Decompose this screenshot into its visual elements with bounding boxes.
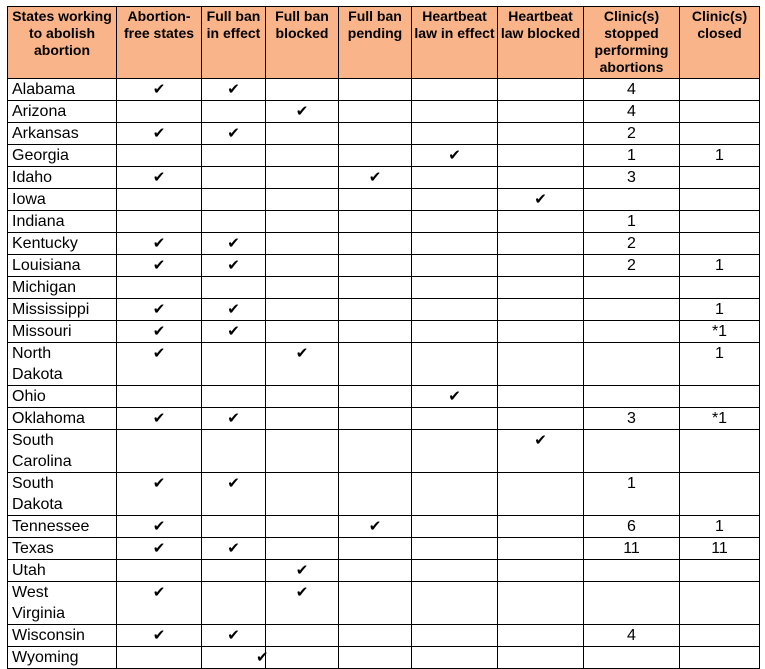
table-row [8,167,760,189]
table-row [8,647,760,669]
table-row [8,386,760,408]
state-name-cell: Michigan [8,277,117,299]
full-ban-blocked-cell [266,167,339,189]
full-ban-blocked-cell [266,538,339,560]
full-ban-in-effect-cell [202,473,266,516]
full-ban-in-effect-cell [202,211,266,233]
state-name-cell: Kentucky [8,233,117,255]
full-ban-blocked-cell [266,101,339,123]
heartbeat-blocked-cell [498,386,584,408]
full-ban-blocked-cell [266,582,339,625]
header-heartbeat-in-effect: Heartbeat law in effect [412,7,498,79]
table-row [8,625,760,647]
clinics-stopped-cell [584,560,680,582]
abortion-free-cell [117,343,202,386]
full-ban-blocked-cell [266,430,339,473]
full-ban-pending-cell [339,233,412,255]
abortion-free-cell [117,538,202,560]
checkmark-icon: ✔ [152,256,166,274]
full-ban-pending-cell [339,189,412,211]
abortion-free-cell [117,277,202,299]
state-name-line: Virginia [12,605,66,622]
table-row [8,255,760,277]
checkmark-icon: ✔ [152,583,166,601]
clinics-closed-cell: *1 [680,408,760,430]
checkmark-icon: ✔ [227,124,240,142]
header-full-ban-blocked: Full ban blocked [266,7,339,79]
heartbeat-blocked-cell [498,101,584,123]
state-name-cell: Utah [8,560,117,582]
full-ban-pending-cell [339,647,412,669]
header-full-ban-in-effect: Full ban in effect [202,7,266,79]
full-ban-in-effect-cell [202,582,266,625]
checkmark-icon: ✔ [227,256,240,274]
clinics-stopped-cell: 1 [584,211,680,233]
full-ban-pending-cell [339,625,412,647]
state-name-line: Dakota [12,366,63,383]
abortion-free-cell [117,647,202,669]
checkmark-icon: ✔ [295,583,309,601]
full-ban-pending-cell [339,343,412,386]
clinics-closed-cell: *1 [680,321,760,343]
clinics-closed-cell [680,560,760,582]
heartbeat-blocked-cell [498,255,584,277]
clinics-closed-cell: 1 [680,145,760,167]
full-ban-blocked-cell [266,233,339,255]
clinics-closed-cell: 1 [680,516,760,538]
clinics-stopped-cell: 3 [584,408,680,430]
abortion-free-cell [117,516,202,538]
table-row [8,145,760,167]
checkmark-icon: ✔ [227,474,240,492]
abortion-free-cell [117,473,202,516]
clinics-closed-cell [680,189,760,211]
clinics-closed-cell [680,101,760,123]
heartbeat-in-effect-cell [412,167,498,189]
full-ban-pending-cell [339,277,412,299]
checkmark-icon: ✔ [152,409,166,427]
full-ban-in-effect-cell [202,408,266,430]
table-row [8,189,760,211]
checkmark-icon: ✔ [152,474,166,492]
heartbeat-blocked-cell [498,560,584,582]
state-name-cell [8,430,117,473]
full-ban-blocked-cell [266,473,339,516]
heartbeat-in-effect-cell [412,386,498,408]
table-row [8,299,760,321]
table-row [8,79,760,101]
full-ban-blocked-cell [256,647,339,669]
heartbeat-in-effect-cell [412,538,498,560]
checkmark-icon: ✔ [152,124,166,142]
state-name-cell: Alabama [8,79,117,101]
state-name-cell: Iowa [8,189,117,211]
state-name-cell: Oklahoma [8,408,117,430]
full-ban-pending-cell [339,408,412,430]
table-header [8,7,760,79]
full-ban-pending-cell [339,167,412,189]
header-row [8,7,760,79]
full-ban-in-effect-cell [202,145,266,167]
full-ban-pending-cell [339,79,412,101]
checkmark-icon: ✔ [152,300,166,318]
full-ban-blocked-cell [266,299,339,321]
checkmark-icon: ✔ [227,300,240,318]
heartbeat-blocked-cell [498,538,584,560]
clinics-closed-cell: 11 [680,538,760,560]
table-row [8,516,760,538]
clinics-stopped-cell: 11 [584,538,680,560]
checkmark-icon: ✔ [295,344,309,362]
checkmark-icon: ✔ [227,409,240,427]
full-ban-pending-cell [339,145,412,167]
heartbeat-blocked-cell [498,647,584,669]
checkmark-icon: ✔ [152,539,166,557]
clinics-closed-cell [680,582,760,625]
heartbeat-in-effect-cell [412,321,498,343]
heartbeat-blocked-cell [498,299,584,321]
state-name-cell [8,343,117,386]
full-ban-blocked-cell [266,145,339,167]
table-row [8,101,760,123]
full-ban-blocked-cell [266,386,339,408]
heartbeat-in-effect-cell [412,516,498,538]
table-row [8,582,760,625]
full-ban-in-effect-cell [202,386,266,408]
state-name-cell [8,582,117,625]
clinics-closed-cell [680,386,760,408]
clinics-stopped-cell: 1 [584,145,680,167]
full-ban-blocked-cell [266,277,339,299]
full-ban-in-effect-cell [202,538,266,560]
clinics-stopped-cell: 4 [584,101,680,123]
header-abortion-free: Abortion-free states [117,7,202,79]
full-ban-pending-cell [339,101,412,123]
checkmark-icon: ✔ [227,322,240,340]
table-row [8,430,760,473]
abortion-free-cell [117,189,202,211]
checkmark-icon: ✔ [152,168,166,186]
clinics-stopped-cell [584,277,680,299]
heartbeat-in-effect-cell [412,343,498,386]
heartbeat-blocked-cell [498,145,584,167]
abortion-free-cell [117,430,202,473]
full-ban-in-effect-cell [202,299,266,321]
full-ban-blocked-cell [266,408,339,430]
checkmark-icon: ✔ [152,322,166,340]
state-name-line: Carolina [12,453,72,470]
clinics-stopped-cell: 2 [584,233,680,255]
full-ban-in-effect-cell [202,123,266,145]
state-name-cell: Wisconsin [8,625,117,647]
checkmark-icon: ✔ [227,539,240,557]
clinics-stopped-cell [584,582,680,625]
full-ban-pending-cell [339,299,412,321]
checkmark-icon: ✔ [227,234,240,252]
heartbeat-blocked-cell [498,79,584,101]
full-ban-in-effect-cell [202,516,266,538]
checkmark-icon: ✔ [152,517,166,535]
heartbeat-in-effect-cell [412,189,498,211]
full-ban-pending-cell [339,430,412,473]
heartbeat-in-effect-cell [412,299,498,321]
full-ban-blocked-cell [266,79,339,101]
state-name-line: South [12,475,54,492]
header-clinics-closed: Clinic(s) closed [680,7,760,79]
heartbeat-in-effect-cell [412,408,498,430]
heartbeat-in-effect-cell [412,647,498,669]
checkmark-icon: ✔ [295,561,309,579]
table-row [8,538,760,560]
heartbeat-in-effect-cell [412,277,498,299]
clinics-stopped-cell [584,299,680,321]
full-ban-in-effect-cell [202,625,266,647]
abortion-free-cell [117,123,202,145]
clinics-closed-cell [680,233,760,255]
full-ban-in-effect-cell [202,255,266,277]
clinics-stopped-cell: 2 [584,255,680,277]
clinics-stopped-cell [584,321,680,343]
heartbeat-in-effect-cell [412,145,498,167]
checkmark-icon: ✔ [368,517,382,535]
state-name-cell: Missouri [8,321,117,343]
heartbeat-in-effect-cell [412,430,498,473]
header-clinics-stopped: Clinic(s) stopped performing abortions [584,7,680,79]
heartbeat-in-effect-cell [412,473,498,516]
full-ban-in-effect-cell [202,560,266,582]
table-row [8,233,760,255]
state-name-cell: Idaho [8,167,117,189]
state-name-cell: Arizona [8,101,117,123]
heartbeat-blocked-cell [498,277,584,299]
state-name-line: West [12,584,49,601]
full-ban-pending-cell [339,255,412,277]
full-ban-pending-cell [339,321,412,343]
clinics-stopped-cell [584,189,680,211]
table-row [8,473,760,516]
heartbeat-in-effect-cell [412,582,498,625]
full-ban-in-effect-cell [202,321,266,343]
heartbeat-in-effect-cell [412,79,498,101]
full-ban-in-effect-cell [202,277,266,299]
checkmark-icon: ✔ [368,168,382,186]
header-full-ban-pending: Full ban pending [339,7,412,79]
checkmark-icon: ✔ [227,626,240,644]
checkmark-icon: ✔ [256,648,269,666]
clinics-closed-cell [680,211,760,233]
clinics-stopped-cell [584,430,680,473]
state-name-cell: Texas [8,538,117,560]
clinics-stopped-cell: 4 [584,625,680,647]
abortion-free-cell [117,386,202,408]
checkmark-icon: ✔ [152,234,166,252]
state-name-line: Dakota [12,496,63,513]
heartbeat-in-effect-cell [412,560,498,582]
full-ban-blocked-cell [266,625,339,647]
full-ban-blocked-cell [266,343,339,386]
clinics-stopped-cell: 2 [584,123,680,145]
table-row [8,211,760,233]
checkmark-icon: ✔ [152,344,166,362]
full-ban-in-effect-cell [202,233,266,255]
full-ban-pending-cell [339,386,412,408]
checkmark-icon: ✔ [227,80,240,98]
abortion-free-cell [117,233,202,255]
state-name-cell: Louisiana [8,255,117,277]
clinics-closed-cell: 1 [680,299,760,321]
full-ban-in-effect-cell [202,79,266,101]
full-ban-pending-cell [339,560,412,582]
checkmark-icon: ✔ [152,626,166,644]
heartbeat-blocked-cell [498,625,584,647]
clinics-stopped-cell [584,386,680,408]
abortion-free-cell [117,101,202,123]
clinics-closed-cell: 1 [680,343,760,386]
heartbeat-blocked-cell [498,233,584,255]
full-ban-in-effect-cell [202,167,266,189]
abortion-free-cell [117,145,202,167]
clinics-stopped-cell: 4 [584,79,680,101]
table-row [8,408,760,430]
state-name-cell: Indiana [8,211,117,233]
checkmark-icon: ✔ [448,146,461,164]
full-ban-blocked-cell [266,321,339,343]
clinics-closed-cell [680,167,760,189]
clinics-stopped-cell [584,343,680,386]
clinics-closed-cell [680,79,760,101]
state-name-cell: Tennessee [8,516,117,538]
full-ban-pending-cell [339,582,412,625]
full-ban-blocked-cell [266,189,339,211]
table-row [8,560,760,582]
heartbeat-blocked-cell [498,123,584,145]
heartbeat-in-effect-cell [412,101,498,123]
full-ban-blocked-cell [266,516,339,538]
abortion-free-cell [117,79,202,101]
table-body [8,79,760,669]
heartbeat-blocked-cell [498,473,584,516]
full-ban-in-effect-cell [202,430,266,473]
heartbeat-in-effect-cell [412,211,498,233]
checkmark-icon: ✔ [295,102,309,120]
table-row [8,277,760,299]
full-ban-blocked-cell [266,211,339,233]
header-states: States working to abolish abortion [8,7,117,79]
heartbeat-in-effect-cell [412,233,498,255]
heartbeat-blocked-cell [498,343,584,386]
full-ban-in-effect-cell [202,343,266,386]
state-name-cell: Wyoming [8,647,117,669]
heartbeat-blocked-cell [498,408,584,430]
state-name-cell: Arkansas [8,123,117,145]
heartbeat-blocked-cell [498,321,584,343]
abortion-free-cell [117,582,202,625]
clinics-closed-cell: 1 [680,255,760,277]
checkmark-icon: ✔ [534,431,547,449]
heartbeat-blocked-cell [498,167,584,189]
state-name-line: North [12,345,52,362]
checkmark-icon: ✔ [448,387,461,405]
full-ban-pending-cell [339,516,412,538]
full-ban-pending-cell [339,538,412,560]
header-heartbeat-blocked: Heartbeat law blocked [498,7,584,79]
table-row [8,123,760,145]
abortion-free-cell [117,408,202,430]
full-ban-blocked-cell [266,255,339,277]
clinics-closed-cell [680,625,760,647]
abortion-status-table [7,6,760,669]
heartbeat-blocked-cell [498,211,584,233]
clinics-closed-cell [680,647,760,669]
abortion-free-cell [117,625,202,647]
clinics-stopped-cell [584,647,680,669]
full-ban-blocked-cell [266,560,339,582]
abortion-free-cell [117,167,202,189]
abortion-free-cell [117,211,202,233]
checkmark-icon: ✔ [152,80,166,98]
abortion-free-cell [117,255,202,277]
heartbeat-blocked-cell [498,582,584,625]
heartbeat-in-effect-cell [412,123,498,145]
clinics-closed-cell [680,277,760,299]
state-name-cell: Georgia [8,145,117,167]
abortion-free-cell [117,560,202,582]
full-ban-pending-cell [339,123,412,145]
clinics-stopped-cell: 3 [584,167,680,189]
heartbeat-in-effect-cell [412,255,498,277]
abortion-free-cell [117,299,202,321]
full-ban-in-effect-cell [202,101,266,123]
clinics-closed-cell [680,430,760,473]
full-ban-pending-cell [339,473,412,516]
state-name-line: South [12,432,54,449]
checkmark-icon: ✔ [534,190,547,208]
clinics-stopped-cell: 1 [584,473,680,516]
clinics-closed-cell [680,473,760,516]
clinics-stopped-cell: 6 [584,516,680,538]
heartbeat-in-effect-cell [412,625,498,647]
table-row [8,343,760,386]
abortion-free-cell [117,321,202,343]
full-ban-pending-cell [339,211,412,233]
state-name-cell: Mississippi [8,299,117,321]
full-ban-blocked-cell [266,123,339,145]
state-name-cell [8,473,117,516]
heartbeat-blocked-cell [498,189,584,211]
full-ban-in-effect-cell [202,189,266,211]
table-row [8,321,760,343]
heartbeat-blocked-cell [498,430,584,473]
heartbeat-blocked-cell [498,516,584,538]
state-name-cell: Ohio [8,386,117,408]
clinics-closed-cell [680,123,760,145]
